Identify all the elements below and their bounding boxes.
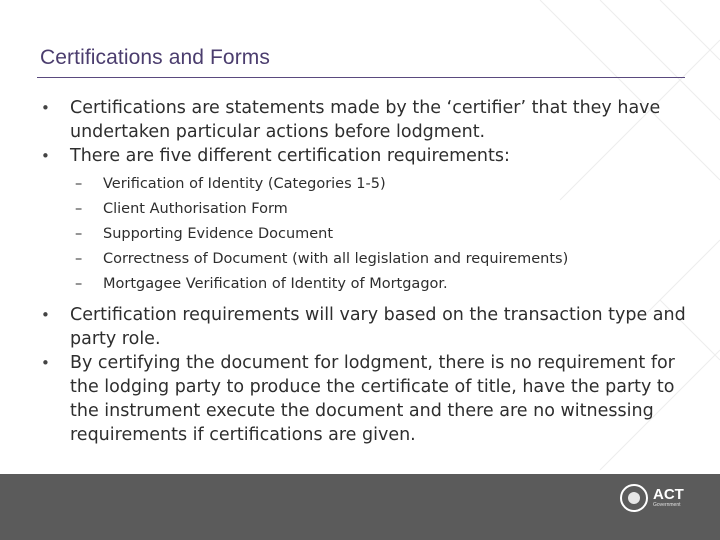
sub-item-text: Supporting Evidence Document — [103, 226, 334, 242]
sub-item-text: Client Authorisation Form — [103, 201, 288, 217]
bullet-item — [30, 351, 690, 447]
sub-item-text: Mortgagee Verification of Identity of Mortgagor. — [103, 276, 448, 292]
logo-text: ACT — [653, 486, 684, 503]
sub-list-item — [30, 222, 690, 247]
bullet-item — [30, 96, 690, 144]
bullet-icon: • — [41, 354, 50, 372]
bullet-text: Certification requirements will vary based on the transaction type and party role. — [70, 305, 686, 349]
bullet-text: By certifying the document for lodgment, there is no requirement for the lodging party to produce the certificate of title, have the party to the instrument execute the document and there are no witnessing requirements if certifications are given. — [70, 353, 675, 445]
sub-list-item — [30, 272, 690, 297]
bullet-list-top — [30, 96, 690, 168]
dash-icon: – — [75, 201, 83, 217]
bullet-icon: • — [41, 306, 50, 324]
logo-subtext: Government — [653, 502, 681, 508]
slide-content — [30, 96, 690, 447]
bullet-icon: • — [41, 147, 50, 165]
act-government-logo — [620, 481, 690, 515]
bullet-item — [30, 303, 690, 351]
dash-icon: – — [75, 251, 83, 267]
certification-requirements-list — [30, 172, 690, 297]
sub-item-text: Correctness of Document (with all legislation and requirements) — [103, 251, 569, 267]
bullet-icon: • — [41, 99, 50, 117]
footer-bar — [0, 474, 720, 540]
bullet-item — [30, 144, 690, 168]
sub-item-text: Verification of Identity (Categories 1-5) — [103, 176, 386, 192]
sub-list-item — [30, 172, 690, 197]
sub-list-item — [30, 247, 690, 272]
logo-text-group — [653, 487, 684, 509]
bullet-text: Certifications are statements made by the ‘certifier’ that they have undertaken particular actions before lodgment. — [70, 98, 661, 142]
title-divider — [37, 77, 685, 78]
slide-title: Certifications and Forms — [40, 46, 270, 69]
sub-list-item — [30, 197, 690, 222]
bullet-text: There are five different certification requirements: — [70, 146, 510, 166]
dash-icon: – — [75, 226, 83, 242]
dash-icon: – — [75, 276, 83, 292]
bullet-list-bottom — [30, 303, 690, 447]
dash-icon: – — [75, 176, 83, 192]
crest-icon — [620, 484, 648, 512]
